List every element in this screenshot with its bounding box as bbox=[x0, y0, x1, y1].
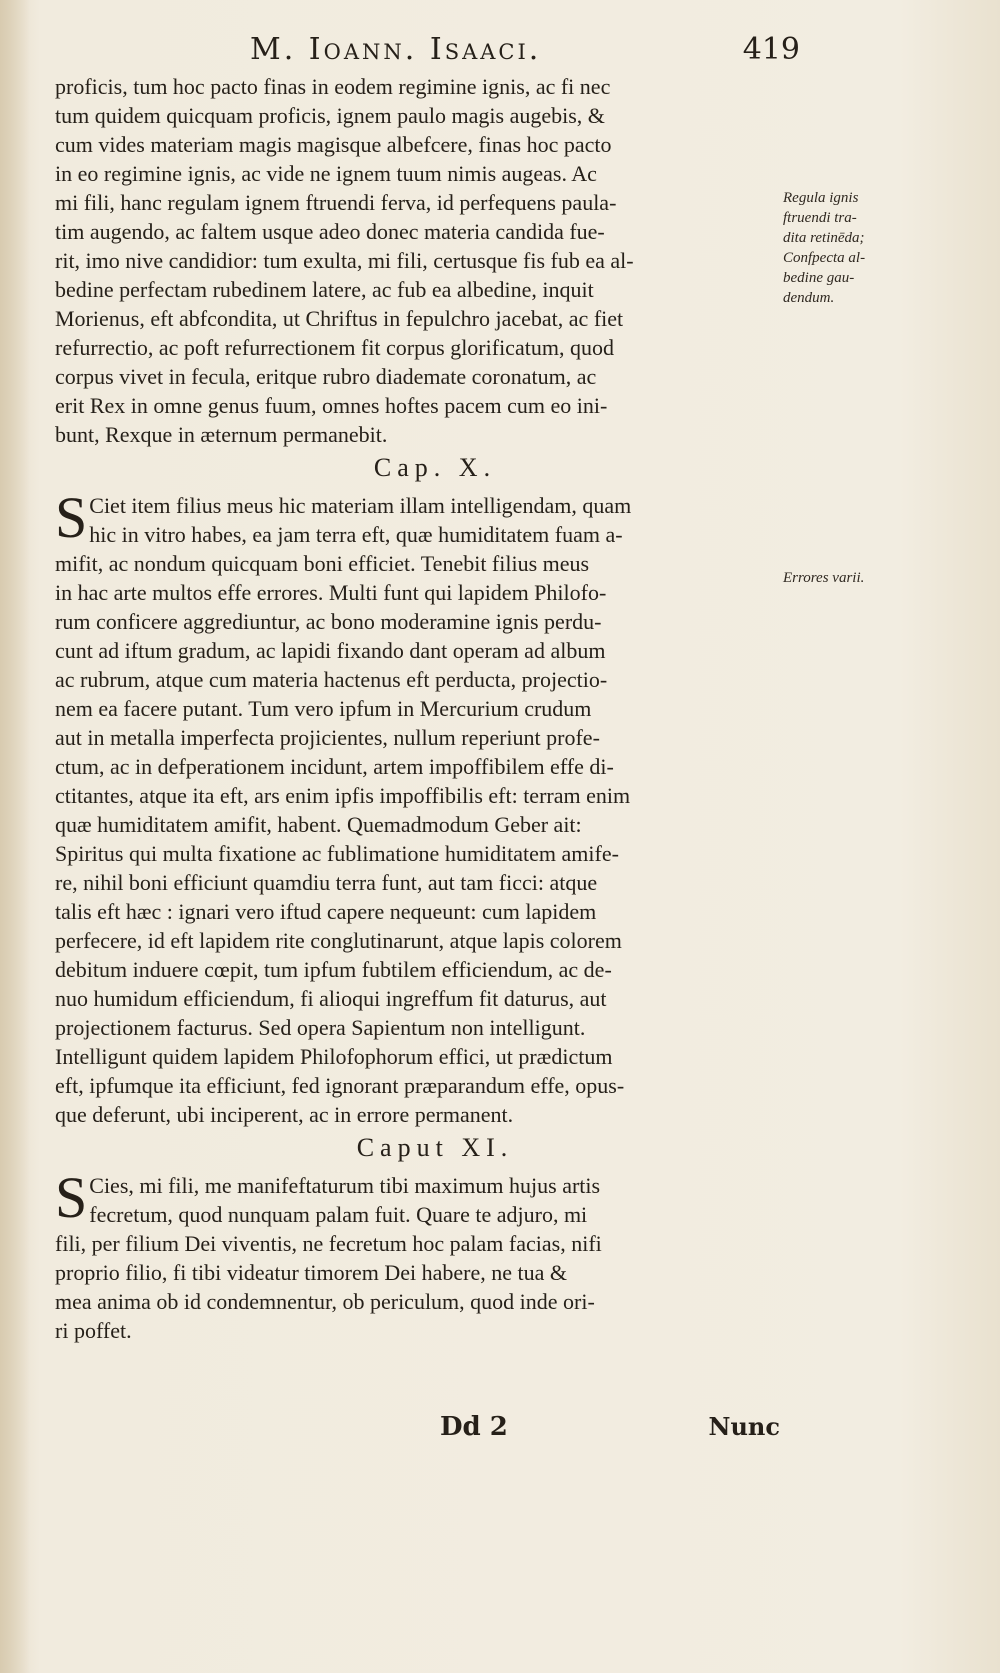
text-line: Cies, mi fili, me manifeftaturum tibi maximum hujus artis bbox=[89, 1173, 601, 1198]
text-line: rum conficere aggrediuntur, ac bono moderamine ignis perdu- bbox=[55, 609, 602, 634]
body-text bbox=[55, 72, 775, 1345]
text-line: bunt, Rexque in æternum permanebit. bbox=[55, 422, 388, 447]
marginal-note-line: dita retinēda; bbox=[783, 230, 865, 246]
marginal-note-line: Regula ignis bbox=[783, 190, 859, 206]
text-line: erit Rex in omne genus fuum, omnes hoftes pacem cum eo ini- bbox=[55, 393, 608, 418]
text-line: debitum induere cœpit, tum ipfum fubtilem efficiendum, ac de- bbox=[55, 957, 612, 982]
text-line: proprio filio, fi tibi videatur timorem Dei habere, ne tua & bbox=[55, 1260, 567, 1285]
drop-cap: S bbox=[55, 485, 88, 550]
text-line: Spiritus qui multa fixatione ac fublimatione humiditatem amife- bbox=[55, 841, 619, 866]
text-line: nuo humidum efficiendum, fi alioqui ingreffum fit daturus, aut bbox=[55, 986, 607, 1011]
text-line: corpus vivet in fecula, eritque rubro diademate coronatum, ac bbox=[55, 364, 597, 389]
running-title: M. Ioann. Isaaci. bbox=[250, 32, 542, 67]
marginal-note-fire-rule bbox=[783, 188, 908, 308]
text-line: in hac arte multos effe errores. Multi funt qui lapidem Philofo- bbox=[55, 580, 607, 605]
page-footer bbox=[60, 1412, 780, 1448]
page-number: 419 bbox=[742, 32, 800, 67]
text-line: refurrectio, ac poft refurrectionem fit corpus glorificatum, quod bbox=[55, 335, 614, 360]
text-line: projectionem facturus. Sed opera Sapientum non intelligunt. bbox=[55, 1015, 586, 1040]
text-line: ac rubrum, atque cum materia hactenus eft perducta, projectio- bbox=[55, 667, 608, 692]
text-line: ctum, ac in defperationem incidunt, artem impoffibilem effe di- bbox=[55, 754, 614, 779]
page-header bbox=[60, 30, 800, 72]
chapter-10-paragraph bbox=[55, 485, 775, 1129]
text-line: fecretum, quod nunquam palam fuit. Quare te adjuro, mi bbox=[89, 1202, 588, 1227]
text-line: talis eft hæc : ignari vero iftud capere nequeunt: cum lapidem bbox=[55, 899, 597, 924]
text-line: cum vides materiam magis magisque albefcere, finas hoc pacto bbox=[55, 132, 612, 157]
text-line: in eo regimine ignis, ac vide ne ignem tuum nimis augeas. Ac bbox=[55, 161, 597, 186]
text-line: quæ humiditatem amifit, habent. Quemadmodum Geber ait: bbox=[55, 812, 582, 837]
marginal-note-line: bedine gau- bbox=[783, 270, 855, 286]
text-line: proficis, tum hoc pacto finas in eodem regimine ignis, ac fi nec bbox=[55, 74, 611, 99]
text-line: tum quidem quicquam proficis, ignem paulo magis augebis, & bbox=[55, 103, 605, 128]
marginal-note-line: Errores varii. bbox=[783, 570, 865, 586]
text-line: eft, ipfumque ita efficiunt, fed ignorant præparandum effe, opus- bbox=[55, 1073, 625, 1098]
text-line: perfecere, id eft lapidem rite conglutinarunt, atque lapis colorem bbox=[55, 928, 622, 953]
text-line: bedine perfectam rubedinem latere, ac fub ea albedine, inquit bbox=[55, 277, 594, 302]
text-line: ctitantes, atque ita eft, ars enim ipfis impoffibilis eft: terram enim bbox=[55, 783, 631, 808]
signature-mark: Dd 2 bbox=[440, 1412, 508, 1442]
marginal-note-line: dendum. bbox=[783, 290, 835, 306]
text-line: tim augendo, ac faltem usque adeo donec materia candida fue- bbox=[55, 219, 605, 244]
text-line: Morienus, eft abfcondita, ut Chriftus in fepulchro jacebat, ac fiet bbox=[55, 306, 624, 331]
text-line: aut in metalla imperfecta projicientes, nullum reperiunt profe- bbox=[55, 725, 600, 750]
marginal-note-line: Confpecta al- bbox=[783, 250, 866, 266]
drop-cap: S bbox=[55, 1165, 88, 1230]
page-edge-shadow bbox=[0, 0, 30, 1673]
catchword: Nunc bbox=[708, 1412, 780, 1441]
chapter-heading-11: Caput XI. bbox=[356, 1133, 514, 1162]
text-line: cunt ad iftum gradum, ac lapidi fixando dant operam ad album bbox=[55, 638, 606, 663]
paragraph-continued bbox=[55, 72, 775, 449]
text-line: que deferunt, ubi inciperent, ac in errore permanent. bbox=[55, 1102, 514, 1127]
marginal-note-errors bbox=[783, 568, 908, 588]
text-line: hic in vitro habes, ea jam terra eft, quæ humiditatem fuam a- bbox=[89, 522, 623, 547]
chapter-11-paragraph bbox=[55, 1165, 775, 1345]
text-line: mea anima ob id condemnentur, ob periculum, quod inde ori- bbox=[55, 1289, 595, 1314]
text-line: rit, imo nive candidior: tum exulta, mi fili, certusque fis fub ea al- bbox=[55, 248, 634, 273]
text-line: fili, per filium Dei viventis, ne fecretum hoc palam facias, nifi bbox=[55, 1231, 602, 1256]
text-line: ri poffet. bbox=[55, 1318, 132, 1343]
text-line: re, nihil boni efficiunt quamdiu terra funt, aut tam ficci: atque bbox=[55, 870, 598, 895]
text-line: Ciet item filius meus hic materiam illam intelligendam, quam bbox=[89, 493, 632, 518]
text-line: nem ea facere putant. Tum vero ipfum in Mercurium crudum bbox=[55, 696, 592, 721]
text-line: mifit, ac nondum quicquam boni efficiet. Tenebit filius meus bbox=[55, 551, 590, 576]
chapter-heading-10: Cap. X. bbox=[373, 453, 497, 482]
text-line: mi fili, hanc regulam ignem ftruendi ferva, id perfequens paula- bbox=[55, 190, 617, 215]
marginal-note-line: ftruendi tra- bbox=[783, 210, 857, 226]
text-line: Intelligunt quidem lapidem Philofophorum effici, ut prædictum bbox=[55, 1044, 613, 1069]
